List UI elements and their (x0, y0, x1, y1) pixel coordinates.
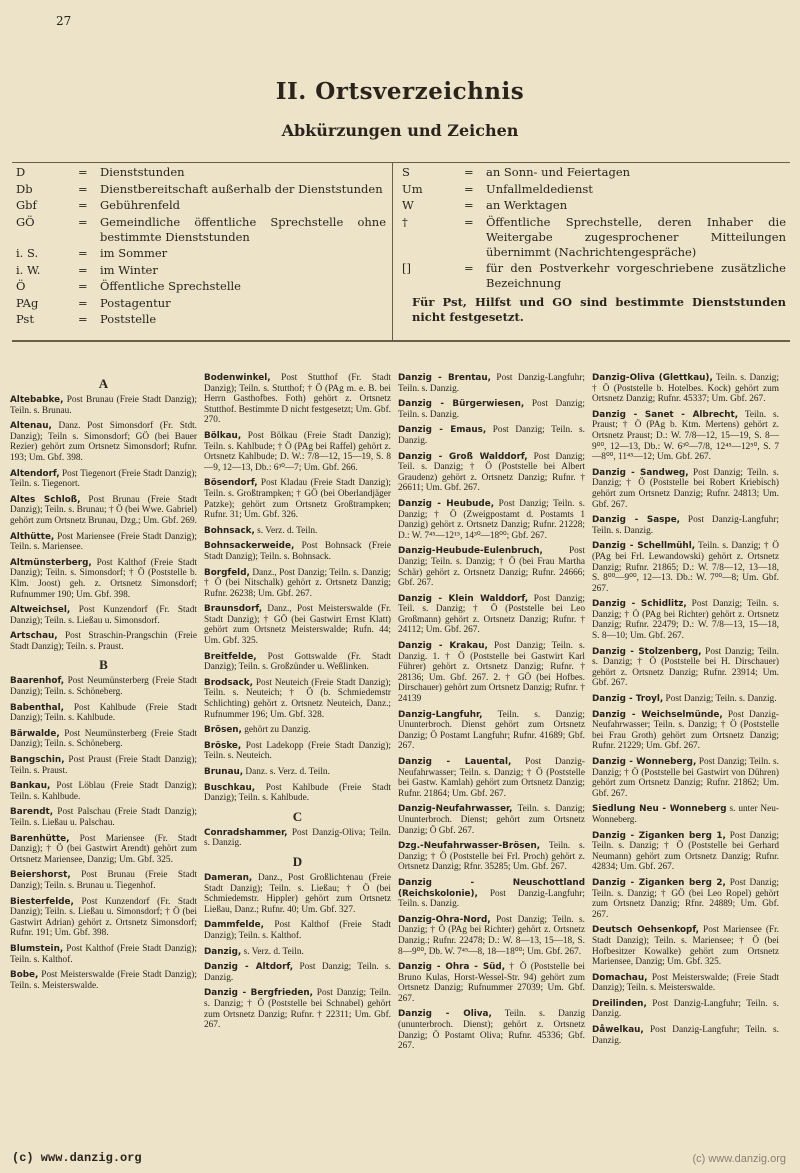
abbreviation-definition: Poststelle (100, 312, 157, 326)
directory-entry (10, 676, 197, 697)
abbreviations-table (12, 162, 790, 342)
place-details: Teiln. s. Danzig; † Ö (Poststelle b. Hotelbes. Kock) gehört zum Ortsnetz Danzig; Rufnr. 45337; Um. Gbf. 267. (592, 373, 779, 405)
abbreviation-code: W (402, 198, 414, 212)
directory-entry (10, 532, 197, 553)
place-name: Siedlung Neu - Wonneberg (592, 804, 727, 815)
directory-column-1 (10, 373, 197, 996)
directory-entry (10, 703, 197, 724)
place-details: Post Danzig; Teiln. s. Danzig. 1. † Ö (Poststelle bei Gastwirt Karl Führer) gehört z. Ortsnetz Danzig; Rufnr. † 28136; Um. Gbf. 267. 2. † GÖ (bei Hofbes. Dirschauer) gehört zum Ortsnetz Danzig; Rufnr. † 24139 (398, 641, 585, 705)
place-name: Bangschin, (10, 755, 65, 766)
abbreviation-code: S (402, 165, 410, 179)
directory-entry (592, 468, 779, 510)
place-name: Braunsdorf, (204, 604, 263, 615)
place-name: Altendorf, (10, 468, 60, 479)
footer-copyright-left: (c) www.danzig.org (12, 1151, 142, 1165)
directory-entry (10, 469, 197, 490)
abbreviation-row (16, 182, 386, 197)
place-name: Danzig - Stolzenberg, (592, 646, 702, 657)
place-details: Post Ladekopp (Freie Stadt Danzig); Teiln. s. Neuteich. (204, 740, 391, 762)
place-details: Teiln. s. Danzig (ununterbroch. Dienst); gehört z. Ortsnetz Danzig; Ö Postamt Oliva; Rufnr. 45336; Gbf. 267. (398, 1009, 585, 1052)
directory-entry (10, 834, 197, 866)
place-details: Post Löblau (Freie Stadt Danzig); Teiln. s. Kahlbude. (10, 781, 197, 802)
abbreviation-code: i. W. (16, 262, 41, 277)
place-name: Danzig - Krakau, (398, 641, 488, 652)
page-number: 27 (56, 14, 72, 28)
place-details: Post Danzig-Langfuhr; Teiln. s. Danzig. (592, 515, 779, 536)
place-name: Buschkau, (204, 782, 256, 793)
place-name: Danzig - Heubude, (398, 498, 495, 509)
directory-entry (10, 631, 197, 652)
place-details: s. Verz. d. Teiln. (241, 946, 304, 957)
place-name: Barendt, (10, 807, 54, 818)
abbreviation-code: † (402, 214, 408, 229)
equals-sign: = (78, 246, 88, 260)
abbreviation-row (402, 182, 786, 197)
place-name: Danzig - Bergfrieden, (204, 988, 313, 999)
directory-entry (592, 757, 779, 799)
place-details: Post Praust (Freie Stadt Danzig); Teiln. s. Praust. (10, 755, 197, 776)
place-name: Danzig-Oliva (Glettkau), (592, 373, 713, 383)
abbreviation-definition: im Sommer (100, 246, 168, 260)
place-name: Altweichsel, (10, 605, 71, 616)
directory-column-2 (204, 373, 391, 1036)
place-name: Blumstein, (10, 943, 64, 954)
place-name: Althütte, (10, 531, 55, 542)
abbreviation-definition: Postagentur (100, 295, 171, 310)
place-details: Post Danzig; Teiln. s. Danzig; † Ö (Poststelle bei H. Dirschauer) gehört z. Ortsnetz Danzig; Rufnr. 23914; Um. Gbf. 267. (592, 646, 779, 689)
place-details: Danz., Post Großlichtenau (Freie Stadt Danzig); Teiln. s. Ließau; † Ö (bei Schmiedemstr. Hippler) gehört zum Ortsnetz Ließau, Danz.; Rufnr. 40; Um. Gbf. 327. (204, 872, 391, 915)
directory-entry (204, 962, 391, 983)
abbreviation-definition: Gebührenfeld (100, 198, 180, 212)
equals-sign: = (464, 214, 474, 229)
place-details: Post Kunzendorf (Fr. Stadt Danzig); Teiln. s. Ließau u. Simonsdorf; † Ö (bei Gastwirt Adrian) gehört z. Ortsnetz Simonsdorf; Rufnr. 191; Um. Gbf. 398. (10, 896, 197, 939)
place-name: Altmünsterberg, (10, 557, 92, 568)
section-letter: D (292, 853, 303, 869)
directory-column-4 (592, 373, 779, 1051)
equals-sign: = (78, 214, 88, 229)
place-name: Danzig - Wonneberg, (592, 757, 697, 767)
directory-entry (10, 558, 197, 600)
abbreviation-code: GÖ (16, 214, 35, 229)
directory-column-3 (398, 373, 585, 1057)
place-details: Post Kalthof (Freie Stadt Danzig); Teiln. s. Simonsdorf; † Ö (Poststelle b. Klm. Joost) geh. z. Ortsnetz Simonsdorf; Rufnummer 190; Um. Gbf. 398. (10, 557, 197, 600)
place-name: Domachau, (592, 972, 648, 983)
place-name: Brunau, (204, 767, 244, 777)
place-details: Danz. Post Simonsdorf (Fr. Stdt. Danzig); Teiln s. Simonsdorf; GÖ (bei Bauer Rezier) gehört zum Ortsnetz Simonsdorf; Rufnr. 193; Um. Gbf. 398. (10, 421, 197, 463)
abbreviation-code: Db (16, 181, 33, 196)
directory-entry (204, 678, 391, 720)
directory-entry (592, 541, 779, 594)
abbreviation-definition: Gemeindliche öffentliche Sprechstelle ohne bestimmte Dienststunden (100, 214, 386, 244)
place-details: Post Stutthof (Fr. Stadt Danzig); Teiln. s. Stutthof; † Ö (PAg m. e. B. bei Herrn Gasthofbes. Foth) gehört z. Ortsnetz Stutthof. Bestimmte D nicht festgesetzt; Um. Gbf. 270. (204, 373, 391, 426)
place-name: Babenthal, (10, 702, 64, 713)
equals-sign: = (78, 181, 88, 196)
directory-entry (592, 1025, 779, 1046)
directory-entry (398, 915, 585, 957)
abbreviation-definition: an Sonn- und Feiertagen (486, 165, 631, 179)
place-name: Dreilinden, (592, 998, 647, 1009)
equals-sign: = (464, 261, 474, 275)
place-details: Post Bölkau (Freie Stadt Danzig); Teiln. s. Kahlbude; † Ö (PAg bei Raffel) gehört z. Ortsnetz Kahlbude; D. W.: 7/8—12, 15—19, S. 8—9, 12—13, Db.: 6³⁰—7; Um. Gbf. 266. (204, 430, 391, 473)
place-name: Barenhütte, (10, 833, 70, 844)
directory-entry (398, 878, 585, 910)
abbreviation-code: PAg (16, 295, 39, 310)
place-name: Danzig - Saspe, (592, 515, 681, 526)
place-details: Post Danzig; Teiln. s. Danzig; † Ö (bei Frau Martha Schär) gehört z. Ortsnetz Danzig; Rufnr. 24666; Gbf. 267. (398, 546, 585, 589)
place-details: Danz., Post Danzig; Teiln. s. Danzig; † Ö (bei Nitschalk) gehört z. Ortsnetz Danzig; Rufnr. 26238; Um. Gbf. 267. (204, 567, 391, 599)
place-details: Teiln. s. Danzig; Ununterbroch. Dienst gehört zum Ortsnetz Danzig; Ö Postamt Langfuhr; Rufnr. 41689; Gbf. 267. (398, 709, 585, 752)
place-name: Danzig - Ziganken berg 2, (592, 877, 726, 888)
place-details: Post Palschau (Freie Stadt Danzig); Teiln. s. Ließau u. Palschau. (10, 807, 197, 828)
place-name: Artschau, (10, 631, 58, 642)
directory-entry (204, 478, 391, 520)
place-name: Borgfeld, (204, 567, 250, 578)
place-name: Bohnsack, (204, 525, 255, 536)
equals-sign: = (78, 165, 88, 179)
abbreviation-row (16, 215, 386, 245)
abbreviation-code: Gbf (16, 198, 37, 212)
place-details: s. unter Neu-Wonneberg. (592, 804, 779, 825)
place-name: Bröske, (204, 740, 242, 751)
place-name: Conradshammer, (204, 827, 288, 838)
place-details: Post Danzig; Teiln. s. Danzig; † Ö (PAg bei Richter) gehört z. Ortsnetz Danzig; Rufnr. 22479; D.: W. 7/8—13, 15—18, S. 8—10; Um. Gbf. 267. (592, 599, 779, 642)
place-details: Post Brunau (Freie Stadt Danzig); Teiln. s. Brunau. (10, 395, 197, 416)
place-name: Danzig - Neuschottland (Reichskolonie), (398, 877, 585, 899)
directory-entry (204, 526, 391, 537)
place-details: Post Kahlbude (Freie Stadt Danzig); Teiln. s. Kahlbude. (10, 702, 197, 724)
directory-entry (398, 546, 585, 588)
abbreviation-definition: Dienstbereitschaft außerhalb der Dienststunden (100, 181, 383, 196)
abbreviation-row (16, 198, 386, 213)
directory-entry (592, 804, 779, 825)
abbreviation-row (16, 165, 386, 180)
place-details: Post Kalthof (Freie Stadt Danzig); Teiln. s. Kalthof. (10, 943, 197, 965)
abbreviations-right (402, 165, 786, 325)
equals-sign: = (464, 165, 474, 179)
place-details: Post Neumünsterberg (Freie Stadt Danzig); Teiln. s. Schöneberg. (10, 676, 197, 698)
place-details: Post Mariensee (Freie Stadt Danzig); Teiln. s. Mariensee. (10, 531, 197, 553)
abbreviation-row (16, 246, 386, 261)
place-name: Danzig, (204, 946, 242, 957)
place-name: Altenau, (10, 421, 52, 432)
place-details: Post Brunau (Freie Stadt Danzig); Teiln. s. Brunau; † Ö (bei Wwe. Gabriel) gehört zum Ortsnetz Brunau, Dzg.; Um. Gbf. 269. (10, 494, 197, 526)
section-letter: A (98, 376, 109, 391)
abbreviation-code: Um (402, 181, 423, 196)
place-details: Post Tiegenort (Freie Stadt Danzig); Teiln. s. Tiegenort. (10, 468, 197, 490)
place-details: Post Kahlbude (Freie Stadt Danzig); Teiln. s. Kahlbude. (204, 782, 391, 804)
abbreviation-row (402, 165, 786, 180)
directory-entry (592, 925, 779, 967)
place-details: Post Danzig; Teiln. s. Danzig. (398, 425, 585, 446)
place-details: s. Verz. d. Teiln. (254, 525, 318, 536)
place-details: Post Kunzendorf (Fr. Stadt Danzig); Teiln. s. Ließau u. Simonsdorf. (10, 605, 197, 626)
place-details: Post Meisterswalde (Freie Stadt Danzig); Teiln. s. Meisterswalde. (10, 970, 197, 991)
place-details: Post Danzig-Neufahrwasser; Teiln. s. Danzig; † Ö (Poststelle bei Gastw. Kamlah) gehört zum Ortsnetz Danzig; Rufnr. 21864; Um. Gbf. 267. (398, 757, 585, 799)
abbreviation-row (402, 215, 786, 260)
place-name: Danzig-Langfuhr, (398, 709, 483, 720)
equals-sign: = (78, 312, 88, 326)
place-name: Bösendorf, (204, 478, 258, 489)
place-details: Post Danzig; Teiln. s. Danzig; † Ö (Poststelle bei Gerhard Neumann) gehört zum Ortsnetz Danzig; Rufnr. 42834; Um. Gbf. 267. (592, 830, 779, 873)
place-name: Brodsack, (204, 677, 253, 688)
place-details: Post Danzig; Teil. s. Danzig; † Ö (Poststelle bei Leo Großmann) gehört z. Ortsnetz Danzig; Rufnr. † 24112; Um. Gbf. 267. (398, 593, 585, 636)
directory-entry (398, 399, 585, 420)
place-details: Post Neumünsterberg (Freie Stadt Danzig); Teiln. s. Schöneberg. (10, 728, 197, 750)
place-details: Post Danzig-Neufahrwasser; Teiln. s. Danzig; † Ö (Poststelle bei Frau Groth) gehört zum Ortsnetz Danzig; Rufnr. 21229; Um. Gbf. 267. (592, 709, 779, 752)
directory-entry (204, 652, 391, 673)
page-title: II. Ortsverzeichnis (275, 78, 525, 105)
directory-entry (398, 641, 585, 705)
place-details: Post Mariensee (Fr. Stadt Danzig); Teiln. s. Mariensee; † Ö (bei Hofbesitzer Kowalke) gehört zum Ortsnetz Mariensee, Danzig; Um. Gbf. 325. (592, 925, 780, 968)
abbreviation-row (402, 198, 786, 213)
place-name: Danzig - Altdorf, (204, 962, 294, 973)
place-name: Bohnsackerweide, (204, 541, 295, 552)
directory-entry (204, 541, 391, 562)
place-name: Danzig - Troyl, (592, 694, 664, 705)
abbreviation-definition: im Winter (100, 262, 158, 277)
directory-entry (204, 828, 391, 849)
place-name: Danzig - Schidlitz, (592, 599, 687, 610)
directory-entry (10, 605, 197, 626)
place-name: Altes Schloß, (10, 494, 81, 505)
directory-entry (10, 395, 197, 416)
place-name: Danzig - Ohra - Süd, (398, 962, 506, 973)
abbreviation-definition: für den Postverkehr vorgeschriebene zusätzliche Bezeichnung (486, 261, 786, 290)
place-name: Bobe, (10, 970, 39, 981)
directory-entry (204, 988, 391, 1030)
directory-entry (592, 694, 779, 705)
section-letter: B (99, 657, 108, 673)
directory-entry (204, 431, 391, 473)
directory-entry (398, 710, 585, 752)
place-details: Post Danzig; Teiln. s. Danzig; † Ö (Poststelle bei Robert Kriebisch) gehört zum Ortsnetz Danzig; Rufnr. 24813; Um. Gbf. 267. (592, 467, 779, 510)
abbreviation-definition: Öffentliche Sprechstelle (100, 279, 241, 293)
directory-entry (398, 804, 585, 836)
footer-copyright-right: (c) www.danzig.org (692, 1153, 786, 1165)
place-details: Post Danzig-Langfuhr; Teiln. s. Danzig. (398, 373, 585, 394)
directory-entry (204, 604, 391, 646)
place-details: Post Mariensee (Fr. Stadt Danzig); † Ö (bei Gastwirt Arendt) gehört zum Ortsnetz Mariensee, Danzig; Um. Gbf. 325. (10, 833, 197, 865)
directory-entry (10, 495, 197, 527)
place-details: Post Danzig-Langfuhr; Teiln. s. Danzig. (398, 888, 585, 910)
directory-entry (398, 425, 585, 446)
place-details: Post Danzig; Teiln. s. Danzig; † Ö (Poststelle bei Schnabel) gehört zum Ortsnetz Danzig; Rufnr. † 22311; Um. Gbf. 267. (204, 988, 391, 1031)
place-name: Danzig - Emaus, (398, 425, 487, 436)
place-details: Post Straschin-Prangschin (Freie Stadt Danzig); Teiln. s. Praust. (10, 631, 197, 652)
directory-entry (398, 841, 585, 873)
directory-entry (10, 781, 197, 802)
directory-entry (398, 1009, 585, 1051)
place-details: Teiln. s. Praust; † Ö (PAg b. Ktm. Mertens) gehört z. Ortsnetz Praust; D.: W. 7/8—12, 15—19, S. 8—9⁰⁰, 12—13, Db.: W. 6³⁰—7/8, 12⁴⁵—12⁵⁰, S. 7—8⁰⁰, 11⁴⁵—12; Um. Gbf. 267. (592, 409, 779, 463)
abbreviation-row (16, 279, 386, 294)
abbreviation-definition: Dienststunden (100, 165, 185, 179)
place-name: Danzig - Ziganken berg 1, (592, 830, 726, 841)
directory-entry (10, 897, 197, 939)
place-details: Post Danzig; Teiln. s. Danzig. (398, 399, 585, 420)
place-details: Post Danzig; Teiln. s. Danzig; † Ö (PAg bei Richter) gehört z. Ortsnetz Danzig.; Rufnr. 22478; D.: W. 8—13, 15—18, S. 8—9⁰⁰, Db. W. 7⁴⁵—8, 18—18⁰⁰; Um. Gbf. 267. (398, 914, 585, 957)
directory-entry (10, 729, 197, 750)
place-name: Dåwelkau, (592, 1025, 644, 1036)
place-details: Danz., Post Meisterswalde (Fr. Stadt Danzig); † GÖ (bei Gastwirt Ernst Klatt) gehört zum Ortsnetz Meisterswalde; Rufn. 44; Um. Gbf. 325. (204, 604, 391, 647)
directory-entry (204, 725, 391, 736)
place-name: Dammfelde, (204, 920, 264, 931)
abbreviation-row (16, 263, 386, 278)
directory-entry (398, 499, 585, 541)
place-name: Danzig-Heubude-Eulenbruch, (398, 546, 543, 557)
place-details: Post Kalthof (Freie Stadt Danzig); Teiln. s. Kalthof. (204, 920, 391, 941)
place-name: Deutsch Oehsenkopf, (592, 925, 700, 936)
directory-entry (204, 568, 391, 600)
place-name: Bärwalde, (10, 728, 60, 739)
place-details: Teiln. s. Danzig; † Ö (PAg bei Frl. Lewandowski) gehört z. Ortsnetz Danzig; Rufnr. 21865; D.: W. 7/8—12, 13—18, S. 8⁰⁰—9⁰⁰, 12—13. Db.: W. 7⁰⁰—8; Um. Gbf. 267. (592, 541, 779, 594)
equals-sign: = (464, 198, 474, 212)
directory-entry (592, 831, 779, 873)
abbreviation-note: Für Pst, Hilfst und GO sind bestimmte Dienststunden nicht festgesetzt. (412, 295, 786, 324)
abbreviation-code: [] (402, 261, 411, 275)
directory-entry (592, 647, 779, 689)
directory-entry (592, 599, 779, 641)
abbreviation-row (402, 261, 786, 291)
place-name: Danzig-Ohra-Nord, (398, 914, 491, 925)
place-details: Post Kladau (Freie Stadt Danzig); Teiln. s. Großtrampken; † GÖ (bei Oberlandjäger Patzke); gehört zum Ortsnetz Großtrampken; Rufnr. 31; Um. Gbf. 326. (204, 478, 391, 521)
abbreviation-code: D (16, 165, 26, 179)
directory-entry (204, 783, 391, 804)
abbreviation-definition: Öffentliche Sprechstelle, deren Inhaber die Weitergabe zugesprochener Mitteilungen übernimmt (Nachrichtengespräche) (486, 214, 786, 259)
place-name: Breitfelde, (204, 651, 257, 662)
place-name: Danzig - Schellmühl, (592, 541, 696, 552)
directory-entry (204, 373, 391, 426)
place-details: Post Neuteich (Freie Stadt Danzig); Teiln. s. Neuteich; † Ö (b. Schmiedemstr Schlichting) gehört z. Ortsnetz Neuteich, Danz.; Rufnummer 196; Um. Gbf. 328. (204, 677, 391, 720)
place-details: Post Danzig; Teiln. s. Danzig. (663, 694, 777, 705)
directory-entry (204, 947, 391, 958)
place-details: Post Danzig-Langfuhr; Teiln. s. Danzig. (592, 998, 779, 1020)
equals-sign: = (78, 295, 88, 310)
place-name: Bankau, (10, 781, 51, 792)
abbreviation-definition: an Werktagen (486, 198, 568, 212)
place-name: Danzig - Weichselmünde, (592, 709, 723, 720)
place-details: Post Brunau (Freie Stadt Danzig); Teiln. s. Brunau u. Tiegenhof. (10, 870, 197, 891)
place-name: Danzig - Klein Walddorf, (398, 593, 529, 604)
page-subtitle: Abkürzungen und Zeichen (281, 121, 519, 140)
place-name: Beiershorst, (10, 870, 71, 881)
place-details: Post Danzig; Teil. s. Danzig; † Ö (Poststelle bei Albert Graudenz) gehört z. Ortsnetz Danzig; Rufnr. † 26611; Um. Gbf. 267. (398, 451, 585, 494)
place-name: Danzig - Sandweg, (592, 467, 689, 478)
directory-entry (204, 767, 391, 778)
equals-sign: = (464, 181, 474, 196)
place-details: Post Danzig; Teiln. s. Danzig; † Ö (Poststelle bei Gastwirt von Dühren) gehört zum Ortsnetz Danzig; Rufnr. 21862; Um. Gbf. 267. (592, 757, 779, 799)
column-divider (392, 163, 393, 340)
equals-sign: = (78, 262, 88, 277)
abbreviation-row (16, 296, 386, 311)
directory-entry (204, 920, 391, 941)
place-details: Teiln. s. Danzig; † Ö (Poststelle bei Frl. Proch) gehört z. Ortsnetz Danzig; Rfnr. 35285; Um. Gbf. 267. (398, 841, 585, 873)
abbreviation-definition: Unfallmeldedienst (486, 181, 593, 196)
place-name: Baarenhof, (10, 676, 65, 687)
place-details: † Ö (Poststelle bei Bruno Kulas, Horst-Wessel-Str. 94) gehört zum Ortsnetz Danzig; Rufnummer 27039; Um. Gbf. 267. (398, 962, 585, 1004)
place-name: Danzig - Oliva, (398, 1009, 492, 1020)
directory-entry (398, 452, 585, 494)
directory-entry (398, 962, 585, 1004)
place-name: Bölkau, (204, 430, 242, 441)
place-name: Biesterfelde, (10, 896, 74, 907)
directory-entry (10, 870, 197, 891)
directory-entry (592, 878, 779, 920)
directory-entry (592, 973, 779, 994)
place-name: Bodenwinkel, (204, 373, 271, 383)
place-details: Danz. s. Verz. d. Teiln. (243, 767, 330, 777)
directory-entry (592, 999, 779, 1020)
equals-sign: = (78, 279, 88, 293)
place-details: Post Danzig; Teiln. s. Danzig. (204, 962, 391, 983)
directory-entry (398, 373, 585, 394)
directory-entry (592, 410, 779, 463)
place-name: Altebabke, (10, 395, 64, 405)
place-details: Post Danzig-Oliva; Teiln. s. Danzig. (204, 827, 391, 849)
abbreviations-left (16, 165, 386, 329)
place-name: Dameran, (204, 872, 253, 883)
place-details: Teiln. s. Danzig; Ununterbroch. Dienst; gehört zum Ortsnetz Danzig; Ö Gbf. 267. (398, 804, 585, 836)
directory-entry (10, 970, 197, 991)
place-details: Post Danzig; Teiln. s. Danzig; † Ö (Zweigpostamt d. Postamts 1 Danzig) gehört z. Ortsnetz Danzig; Rufnr. 21228; D.: W. 7⁴⁵—12¹⁵, 14³⁰—18⁰⁰; Gbf. 267. (398, 498, 585, 541)
directory-entry (10, 755, 197, 776)
directory-entry (398, 757, 585, 799)
directory-entry (204, 741, 391, 762)
place-details: Post Danzig-Langfuhr; Teiln. s. Danzig. (592, 1025, 779, 1046)
directory-entry (10, 807, 197, 828)
place-name: Danzig - Groß Walddorf, (398, 451, 528, 462)
directory-entry (592, 515, 779, 536)
abbreviation-code: Ö (16, 279, 26, 293)
place-directory (10, 373, 790, 1151)
directory-entry (592, 710, 779, 752)
abbreviation-code: Pst (16, 312, 34, 326)
equals-sign: = (78, 198, 88, 212)
place-details: Post Bohnsack (Freie Stadt Danzig); Teiln. s. Bohnsack. (204, 541, 391, 562)
place-name: Danzig - Brentau, (398, 373, 491, 383)
place-details: Post Danzig; Teiln. s. Danzig; † GÖ (bei Leo Ropel) gehört zum Ortsnetz Danzig; Rfnr. 24889; Um. Gbf. 267. (592, 877, 779, 920)
place-details: gehört zu Danzig. (241, 725, 311, 736)
directory-entry (204, 873, 391, 915)
abbreviation-row (16, 312, 386, 327)
place-name: Brösen, (204, 725, 242, 736)
section-letter: C (292, 808, 303, 824)
directory-entry (592, 373, 779, 405)
abbreviation-code: i. S. (16, 246, 39, 260)
place-details: Post Gottswalde (Fr. Stadt Danzig); Teiln. s. Großzünder u. Weßlinken. (204, 651, 391, 673)
place-name: Danzig - Sanet - Albrecht, (592, 409, 739, 420)
place-name: Danzig - Bürgerwiesen, (398, 399, 525, 410)
place-name: Dzg.-Neufahrwasser-Brösen, (398, 841, 541, 852)
directory-entry (10, 944, 197, 965)
place-details: Post Meisterswalde; (Freie Stadt Danzig); Teiln. s. Meisterswalde. (592, 972, 779, 994)
directory-entry (10, 421, 197, 463)
directory-entry (398, 594, 585, 636)
place-name: Danzig-Neufahrwasser, (398, 804, 513, 815)
place-name: Danzig - Lauental, (398, 757, 512, 767)
